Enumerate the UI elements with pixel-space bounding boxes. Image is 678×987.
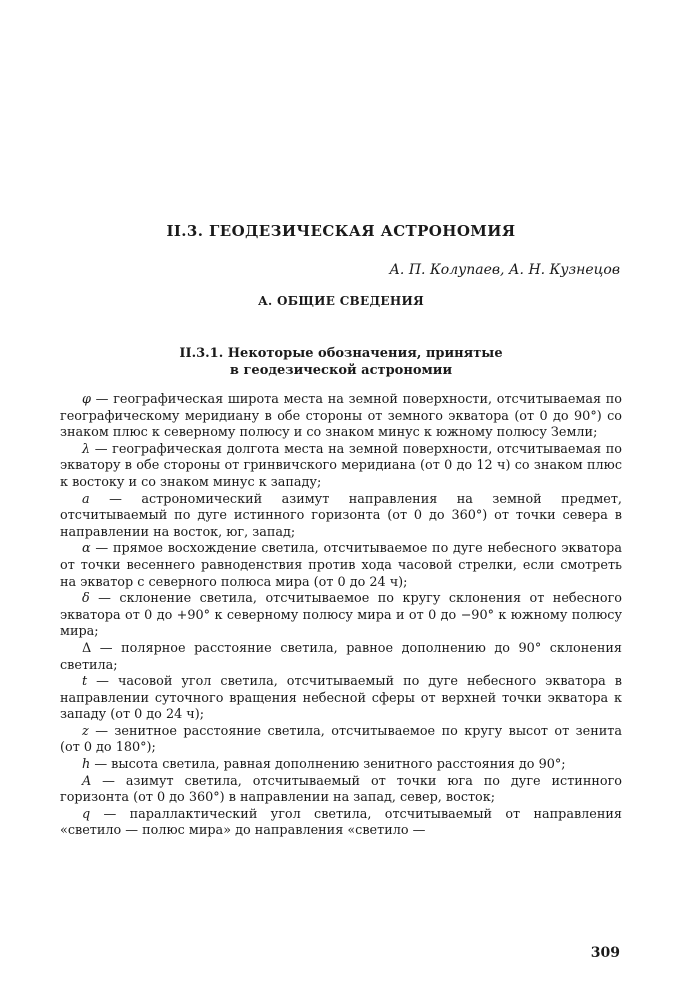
subsection-heading — [60, 345, 622, 379]
definition-symbol: h — [82, 757, 91, 773]
definition-symbol: A — [82, 773, 92, 789]
definition-text: — географическая широта места на земной поверхности, отсчитываемая по географическому меридиану в обе стороны от земного экватора (от 0 до 90°) со знаком плюс к северному полюсу и со знаком минус к южному полюсу Земли; — [60, 392, 622, 441]
definition-symbol: q — [82, 806, 91, 822]
definition-symbol: Δ — [82, 640, 92, 656]
definition-text: — зенитное расстояние светила, отсчитываемое по кругу высот от зенита (от 0 до 180°); — [60, 723, 622, 756]
chapter-title: II.3. ГЕОДЕЗИЧЕСКАЯ АСТРОНОМИЯ — [166, 222, 516, 240]
definition-text: — часовой угол светила, отсчитываемый по дуге небесного экватора в направлении суточного вращения небесной сферы от верхней точки экватора к западу (от 0 до 24 ч); — [60, 674, 622, 723]
definition-star-azimuth — [60, 774, 622, 807]
definition-right-ascension — [60, 541, 622, 591]
definition-declination — [60, 591, 622, 641]
definition-symbol: z — [82, 723, 89, 739]
page-number: 309 — [590, 945, 620, 961]
definition-symbol: a — [82, 491, 90, 507]
definition-parallactic-angle — [60, 807, 622, 840]
definition-polar-distance — [60, 641, 622, 674]
definition-text: — азимут светила, отсчитываемый от точки юга по дуге истинного горизонта (от 0 до 360°) в направлении на запад, север, восток; — [60, 773, 622, 806]
definition-text: — параллактический угол светила, отсчитываемый от направления «светило — полюс мира» до направления «светило — — [60, 806, 622, 839]
chapter-authors: А. П. Колупаев, А. Н. Кузнецов — [389, 262, 620, 278]
definition-altitude — [60, 757, 622, 774]
definition-text: — прямое восхождение светила, отсчитываемое по дуге небесного экватора от точки весеннего равноденствия против хода часовой стрелки, если смотреть на экватор с северного полюса мира (от 0 до 24 ч); — [60, 541, 622, 590]
definition-text: — склонение светила, отсчитываемое по кругу склонения от небесного экватора от 0 до +90° к северному полюсу мира и от 0 до −90° к южному полюсу мира; — [60, 591, 622, 640]
definition-zenith-distance — [60, 724, 622, 757]
definition-text: — полярное расстояние светила, равное дополнению до 90° склонения светила; — [60, 640, 622, 673]
book-page — [60, 0, 622, 987]
definition-hour-angle — [60, 674, 622, 724]
section-heading: А. ОБЩИЕ СВЕДЕНИЯ — [257, 294, 425, 308]
subsection-heading-line-2: в геодезической астрономии — [229, 363, 453, 378]
definition-symbol: t — [82, 674, 88, 690]
definition-text: — высота светила, равная дополнению зенитного расстояния до 90°; — [90, 757, 566, 773]
definitions-list — [60, 392, 622, 840]
definition-symbol: φ — [82, 392, 91, 407]
definition-text: — географическая долгота места на земной поверхности, отсчитываемая по экватору в обе стороны от гринвичского меридиана (от 0 до 12 ч) со знаком плюс к востоку и со знаком минус к западу; — [60, 441, 622, 490]
definition-symbol: λ — [82, 441, 91, 457]
definition-latitude — [60, 392, 622, 442]
subsection-heading-line-1: II.3.1. Некоторые обозначения, принятые — [179, 346, 503, 361]
definition-symbol: α — [82, 541, 91, 557]
definition-astronomical-azimuth — [60, 492, 622, 542]
definition-symbol: δ — [82, 591, 90, 607]
definition-text: — астрономический азимут направления на земной предмет, отсчитываемый по дуге истинного горизонта (от 0 до 360°) от точки севера в направлении на восток, юг, запад; — [60, 491, 622, 540]
definition-longitude — [60, 442, 622, 492]
